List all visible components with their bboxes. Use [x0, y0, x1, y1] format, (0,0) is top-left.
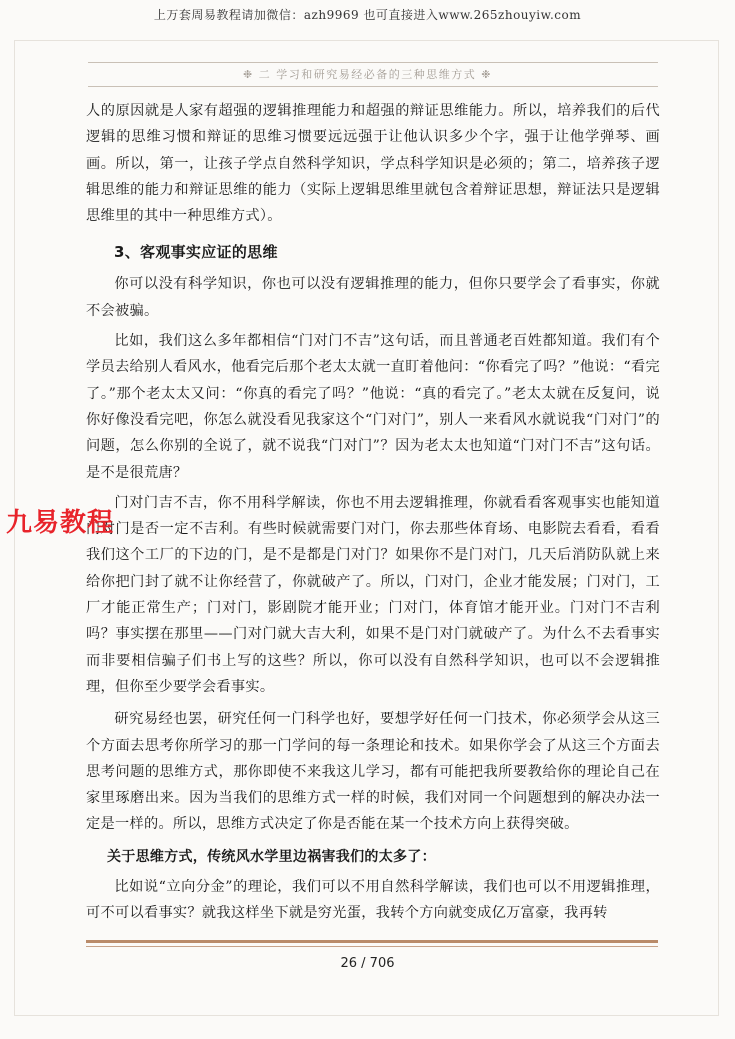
header-rule-top: [88, 62, 658, 63]
section-heading: 3、客观事实应证的思维: [114, 243, 278, 262]
paragraph-6: 关于思维方式，传统风水学里边祸害我们的太多了：: [107, 848, 436, 865]
footer-rule-thin: [86, 946, 658, 947]
paragraph-4: 门对门吉不吉，你不用科学解读，你也不用去逻辑推理，你就看看客观事实也能知道门对门是否一定不吉利。有些时候就需要门对门，你去那些体育场、电影院去看看，看看我们这个工厂的下边的门，是不是都是门对门？如果你不是门对门，几天后消防队就上来给你把门封了就不让你经营了，你就破产了。所以，门对门，企业才能发展；门对门，工厂才能正常生产；门对门，影剧院才能开业；门对门，体育馆才能开业。门对门不吉利吗？事实摆在那里——门对门就大吉大利，如果不是门对门就破产了。为什么不去看事实而非要相信骗子们书上写的这些？所以，你可以没有自然科学知识，也可以不会逻辑推理，但你至少要学会看事实。: [86, 494, 660, 695]
paragraph-3: 比如，我们这么多年都相信“门对门不吉”这句话，而且普通老百姓都知道。我们有个学员去给别人看风水，他看完后那个老太太就一直盯着他问：“你看完了吗？”他说：“看完了。”那个老太太又问：“你真的看完了吗？”他说：“真的看完了。”老太太就在反复问，说你好像没看完吧，你怎么就没看见我家这个“门对门”，别人一来看风水就说我“门对门”的问题，怎么你别的全说了，就不说我“门对门”？因为老太太也知道“门对门不吉”这句话。是不是很荒唐？: [86, 333, 660, 481]
watermark-banner: 上万套周易教程请加微信：azh9969 也可直接进入www.265zhouyiw.com: [153, 8, 582, 22]
page-body: [86, 98, 660, 931]
header-rule-bottom: [88, 86, 658, 87]
brand-stamp-logo: 九易教程: [6, 508, 115, 538]
paragraph-2: 你可以没有科学知识，你也可以没有逻辑推理的能力，但你只要学会了看事实，你就不会被骗。: [86, 276, 660, 319]
footer-rule-thick: [86, 940, 658, 943]
page-number: 26 / 706: [340, 956, 395, 971]
chapter-header: ❉ 二 学习和研究易经必备的三种思维方式 ❉: [243, 68, 492, 81]
paragraph-7: 比如说“立向分金”的理论，我们可以不用自然科学解读，我们也可以不用逻辑推理，可不可以看事实？就我这样坐下就是穷光蛋，我转个方向就变成亿万富豪，我再转: [86, 879, 660, 922]
paragraph-5: 研究易经也罢，研究任何一门科学也好，要想学好任何一门技术，你必须学会从这三个方面去思考你所学习的那一门学问的每一条理论和技术。如果你学会了从这三个方面去思考问题的思维方式，那你即使不来我这儿学习，都有可能把我所要教给你的理论自己在家里琢磨出来。因为当我们的思维方式一样的时候，我们对同一个问题想到的解决办法一定是一样的。所以，思维方式决定了你是否能在某一个技术方向上获得突破。: [86, 711, 660, 833]
paragraph-1: 人的原因就是人家有超强的逻辑推理能力和超强的辩证思维能力。所以，培养我们的后代逻辑的思维习惯和辩证的思维习惯要远远强于让他认识多少个字，强于让他学弹琴、画画。所以，第一，让孩子学点自然科学知识，学点科学知识是必须的；第二，培养孩子逻辑思维的能力和辩证思维的能力（实际上逻辑思维里就包含着辩证思想，辩证法只是逻辑思维里的其中一种思维方式）。: [86, 103, 660, 225]
